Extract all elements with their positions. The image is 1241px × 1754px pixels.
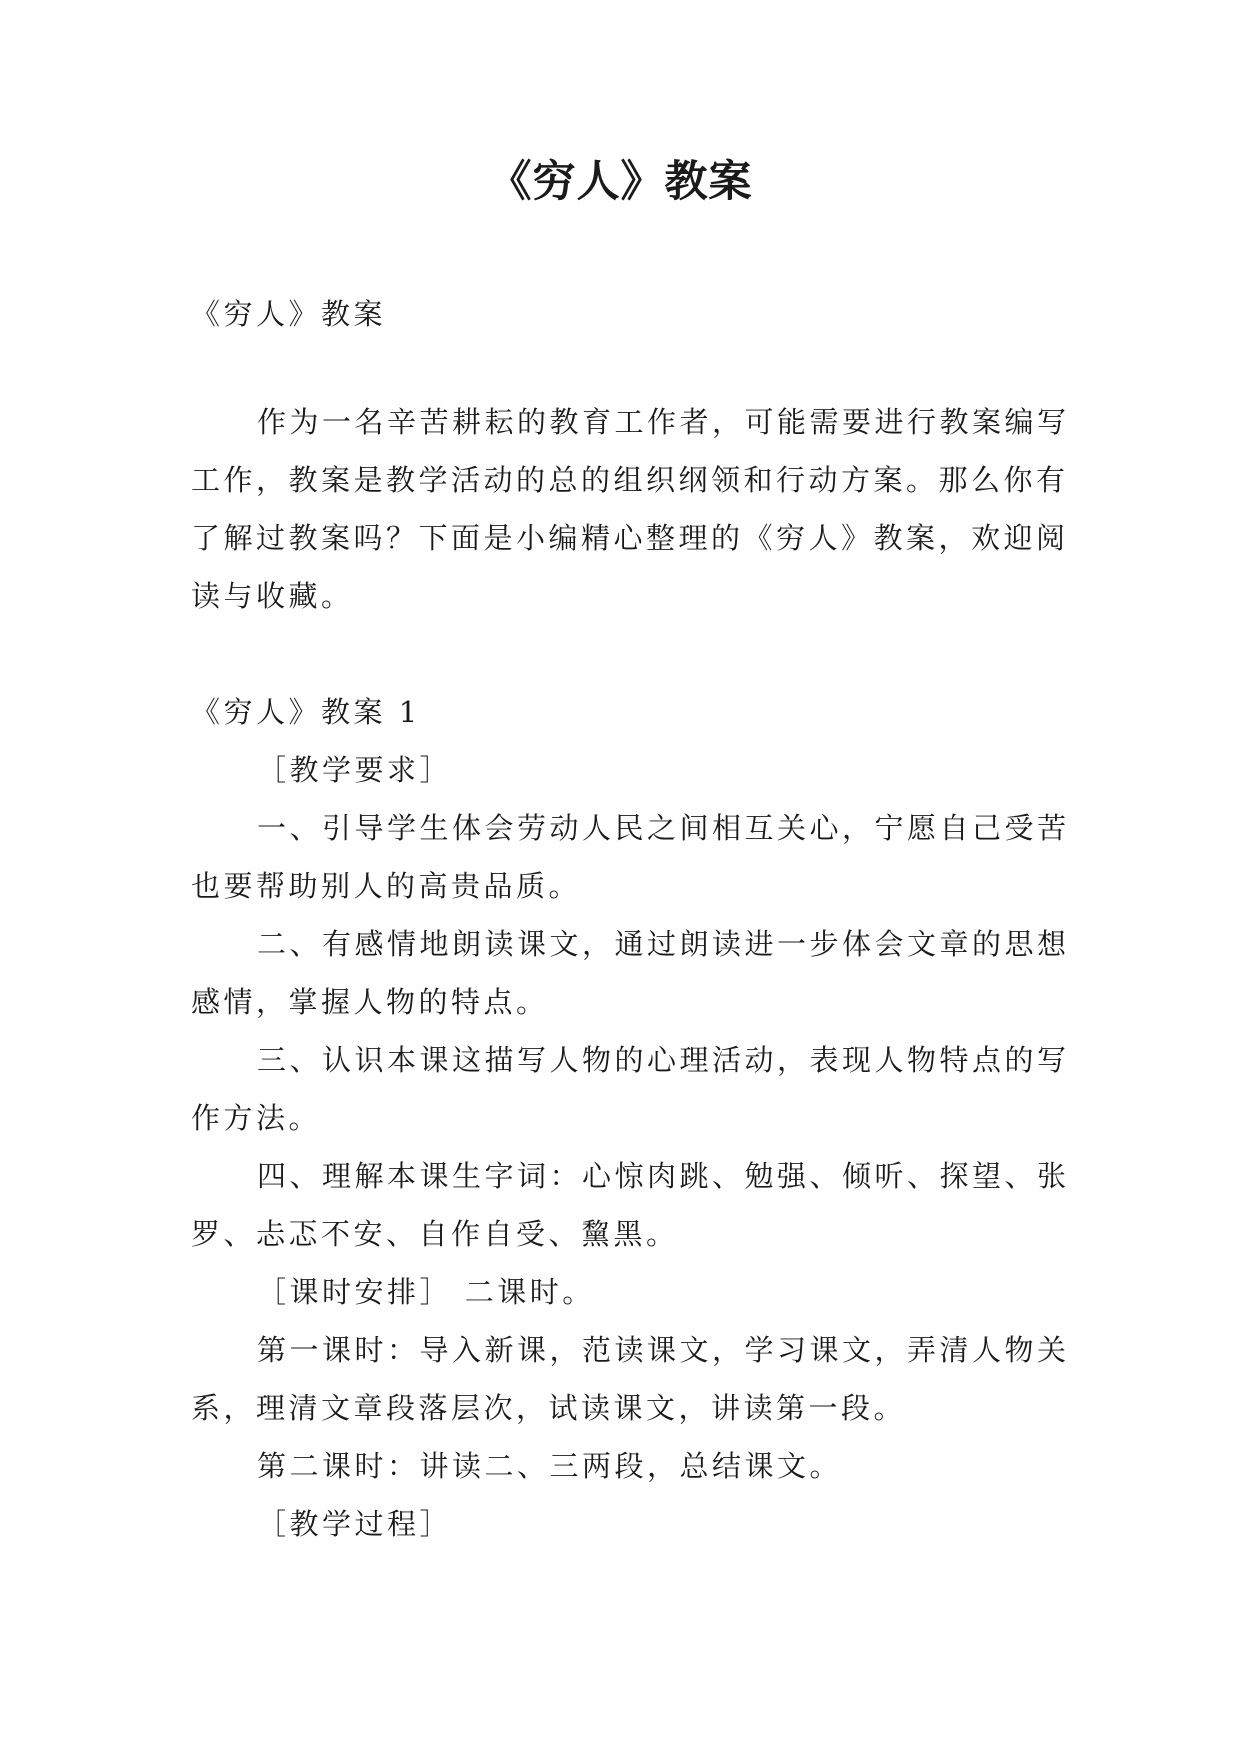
requirement-2: 二、有感情地朗读课文，通过朗读进一步体会文章的思想感情，掌握人物的特点。 bbox=[191, 927, 1070, 1019]
teaching-requirements-heading: ［教学要求］ bbox=[257, 753, 453, 787]
document-title: 《穷人》教案 bbox=[488, 157, 753, 207]
subtitle: 《穷人》教案 bbox=[191, 297, 387, 331]
spacer bbox=[191, 343, 1071, 393]
lesson-2-plan: 第二课时：讲读二、三两段，总结课文。 bbox=[257, 1449, 843, 1483]
requirement-4: 四、理解本课生字词：心惊肉跳、勉强、倾听、探望、张罗、忐忑不安、自作自受、黧黑。 bbox=[191, 1159, 1070, 1251]
teaching-process-heading: ［教学过程］ bbox=[257, 1507, 453, 1541]
requirement-3: 三、认识本课这描写人物的心理活动，表现人物特点的写作方法。 bbox=[191, 1043, 1070, 1135]
lesson-1-plan: 第一课时：导入新课，范读课文，学习课文，弄清人物关系，理清文章段落层次，试读课文，讲读第一段。 bbox=[191, 1333, 1070, 1425]
document-body bbox=[191, 285, 1071, 1553]
requirement-1: 一、引导学生体会劳动人民之间相互关心，宁愿自己受苦也要帮助别人的高贵品质。 bbox=[191, 811, 1070, 903]
schedule-line: ［课时安排］ 二课时。 bbox=[257, 1275, 595, 1309]
intro-paragraph: 作为一名辛苦耕耘的教育工作者，可能需要进行教案编写工作，教案是教学活动的总的组织纲领和行动方案。那么你有了解过教案吗？下面是小编精心整理的《穷人》教案，欢迎阅读与收藏。 bbox=[191, 405, 1070, 613]
section-heading: 《穷人》教案 1 bbox=[191, 695, 421, 729]
spacer bbox=[191, 625, 1071, 683]
